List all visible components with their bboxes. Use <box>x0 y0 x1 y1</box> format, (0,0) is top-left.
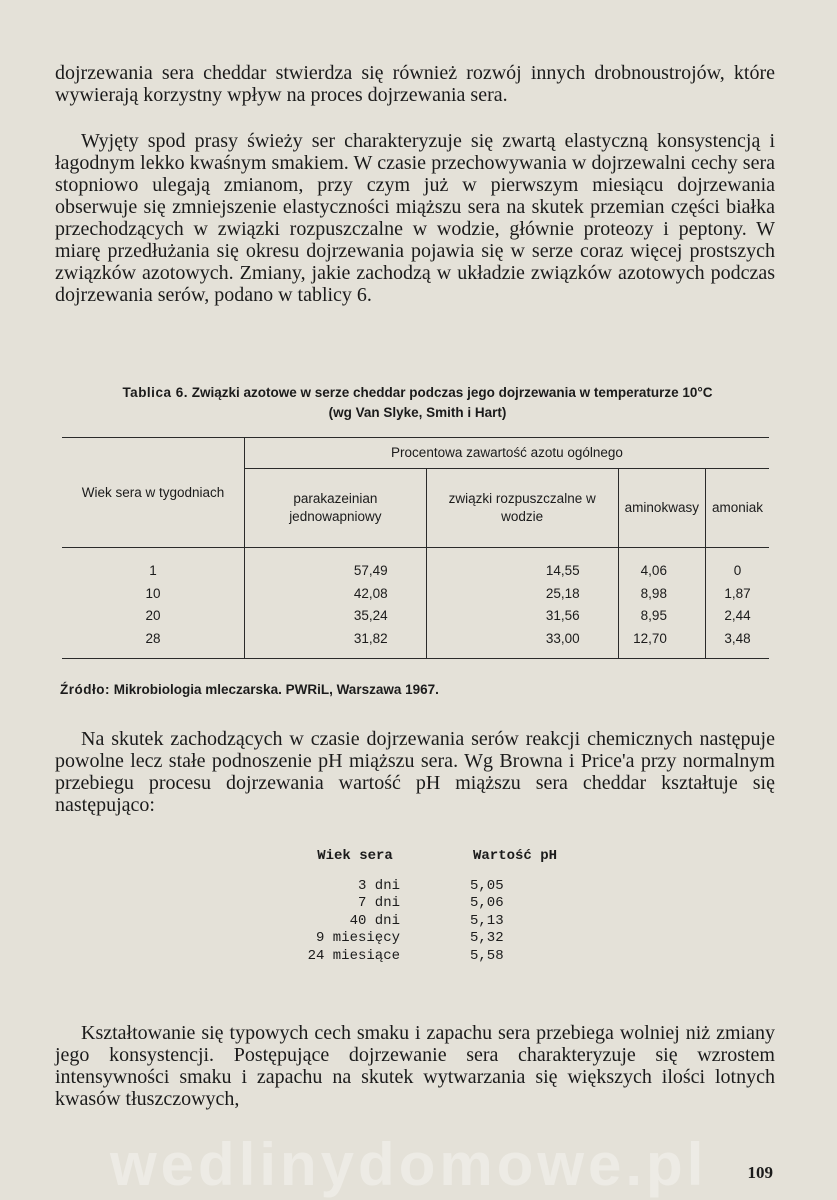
table-source <box>60 682 439 697</box>
ph-value: 5,13 <box>470 912 504 929</box>
paragraph-4 <box>55 1022 775 1110</box>
table-cell: 2,44 <box>705 604 769 626</box>
ph-age: 24 miesiące <box>307 947 400 964</box>
group-header: Procentowa zawartość azotu ogólnego <box>245 438 770 469</box>
ph-value: 5,58 <box>470 947 504 964</box>
ph-value: 5,32 <box>470 930 504 946</box>
table-cell: 42,08 <box>245 582 427 604</box>
table-row <box>62 582 769 604</box>
paragraph-2 <box>55 130 775 306</box>
ph-header-age: Wiek sera <box>317 848 393 864</box>
page-number: 109 <box>747 1163 773 1182</box>
ph-age: 3 dni <box>357 877 400 894</box>
table-cell: 57,49 <box>245 548 427 583</box>
ph-value: 5,05 <box>470 877 504 894</box>
paragraph-3-text: Na skutek zachodzących w czasie dojrzewania serów reakcji chemicznych następuje powolne lecz stałe podnoszenie pH miąższu sera. Wg Browna i Price'a przy normalnym przebiegu procesu dojrzewania wartość pH miąższu sera cheddar kształtuje się następująco: <box>55 728 775 816</box>
table-cell: 1,87 <box>705 582 769 604</box>
table-cell: 35,24 <box>245 604 427 626</box>
ph-age: 7 dni <box>357 895 400 911</box>
table-cell: 25,18 <box>426 582 618 604</box>
table-cell: 4,06 <box>618 548 705 583</box>
paragraph-2-text: Wyjęty spod prasy świeży ser charakteryzuje się zwartą elastyczną konsystencją i łagodnym lekko kwaśnym smakiem. W czasie przechowywania w dojrzewalni cechy sera stopniowo ulegają zmianom, przy czym już w pierwszym miesiącu dojrzewania obserwuje się zmniejszenie elastyczności miąższu sera na skutek przemian części białka przechodzących w związki rozpuszczalne w wodzie, głównie proteozy i peptony. W miarę przedłużania się okresu dojrzewania pojawia się w serze coraz więcej prostszych związków azotowych. Zmiany, jakie zachodzą w układzie związków azotowych podczas dojrzewania serów, podano w tablicy 6. <box>55 130 775 306</box>
column-header: aminokwasy <box>618 469 705 548</box>
table-row <box>62 548 769 583</box>
ph-row <box>270 948 620 966</box>
table-6-caption <box>60 383 775 423</box>
table-6-label: Tablica 6. <box>122 385 188 400</box>
column-header: amoniak <box>705 469 769 548</box>
ph-row <box>270 895 620 913</box>
ph-row <box>270 878 620 896</box>
table-cell: 28 <box>145 630 161 646</box>
ph-age: 40 dni <box>349 912 400 929</box>
paragraph-3 <box>55 728 775 816</box>
table-cell: 10 <box>145 585 161 601</box>
ph-age: 9 miesięcy <box>315 930 400 946</box>
ph-row <box>270 913 620 931</box>
row-header-age: Wiek sera w tygodniach <box>62 438 245 548</box>
table-cell: 8,95 <box>618 604 705 626</box>
column-header: parakazeinian jednowapniowy <box>245 469 427 548</box>
nitrogen-compounds-table <box>62 437 769 663</box>
table-6-title: Związki azotowe w serze cheddar podczas jego dojrzewania w temperaturze 10°C <box>191 385 713 400</box>
paragraph-1-text: dojrzewania sera cheddar stwierdza się również rozwój innych drobnoustrojów, które wywierają korzystny wpływ na proces dojrzewania sera. <box>55 62 775 106</box>
ph-table-header <box>270 848 620 866</box>
column-header: związki rozpuszczalne w wodzie <box>426 469 618 548</box>
table-cell: 31,82 <box>245 626 427 659</box>
table-cell: 14,55 <box>426 548 618 583</box>
table-cell: 33,00 <box>426 626 618 659</box>
ph-value: 5,06 <box>470 895 504 911</box>
table-6-subtitle: (wg Van Slyke, Smith i Hart) <box>328 405 507 420</box>
paragraph-4-text: Kształtowanie się typowych cech smaku i zapachu sera przebiega wolniej niż zmiany jego konsystencji. Postępujące dojrzewanie sera charakteryzuje się wzrostem intensywności smaku i zapachu na skutek wytwarzania się większych ilości lotnych kwasów tłuszczowych, <box>55 1022 775 1110</box>
ph-header-ph: Wartość pH <box>472 848 557 864</box>
source-label: Źródło: <box>60 682 110 697</box>
table-cell: 20 <box>145 607 161 623</box>
table-cell: 1 <box>149 562 157 578</box>
ph-table <box>270 848 620 965</box>
table-cell: 3,48 <box>705 626 769 659</box>
table-cell: 0 <box>705 548 769 583</box>
table-row <box>62 604 769 626</box>
watermark: wedlinydomowe.pl <box>110 1131 708 1198</box>
table-cell: 31,56 <box>426 604 618 626</box>
table-cell: 8,98 <box>618 582 705 604</box>
source-text: Mikrobiologia mleczarska. PWRiL, Warszawa 1967. <box>113 682 439 697</box>
table-row <box>62 626 769 659</box>
paragraph-1 <box>55 62 775 106</box>
table-cell: 12,70 <box>618 626 705 659</box>
ph-row <box>270 930 620 948</box>
